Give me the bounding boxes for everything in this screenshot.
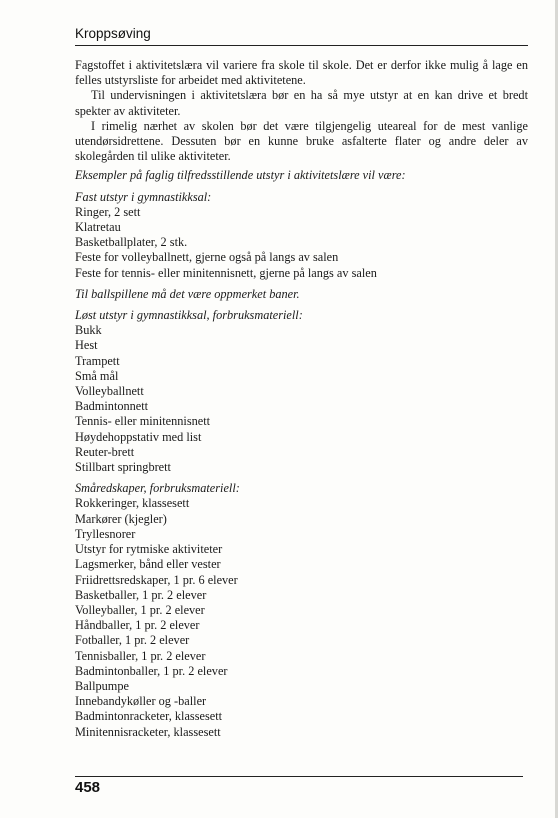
intro-paragraph-2: Til undervisningen i aktivitetslæra bør en ha så mye utstyr at en kan drive et bredt spekter av aktiviteter. bbox=[75, 88, 528, 118]
list-item: Høydehoppstativ med list bbox=[75, 429, 202, 444]
list-item: Reuter-brett bbox=[75, 444, 135, 459]
list-item: Badmintonnett bbox=[75, 399, 149, 414]
header-rule bbox=[75, 45, 528, 46]
list-item: Volleyballer, 1 pr. 2 elever bbox=[75, 602, 205, 617]
intro-paragraph-1: Fagstoffet i aktivitetslæra vil variere fra skole til skole. Det er derfor ikke mulig å lage en felles utstyrsliste for arbeidet med aktivitetene. bbox=[75, 58, 528, 88]
small-equipment-heading: Småredskaper, forbruksmateriell: bbox=[75, 481, 240, 496]
list-item: Badmintonballer, 1 pr. 2 elever bbox=[75, 663, 228, 678]
intro-paragraph-3: I rimelig nærhet av skolen bør det være tilgjengelig uteareal for de mest vanlige utendørsidrettene. Dessuten bør en kunne bruke asfalterte flater og andre deler av skolegården til ulike aktiviteter. bbox=[75, 118, 528, 164]
list-item: Basketballer, 1 pr. 2 elever bbox=[75, 587, 207, 602]
ballgames-note: Til ballspillene må det være oppmerket baner. bbox=[75, 286, 300, 301]
list-item: Rokkeringer, klassesett bbox=[75, 496, 190, 511]
list-item: Volleyballnett bbox=[75, 384, 144, 399]
list-item: Fotballer, 1 pr. 2 elever bbox=[75, 633, 190, 648]
list-item: Tryllesnorer bbox=[75, 526, 136, 541]
list-item: Innebandykøller og -baller bbox=[75, 694, 207, 709]
list-item: Utstyr for rytmiske aktiviteter bbox=[75, 542, 223, 557]
list-item: Feste for tennis- eller minitennisnett, gjerne på langs av salen bbox=[75, 265, 377, 280]
list-item: Klatretau bbox=[75, 220, 121, 235]
list-item: Friidrettsredskaper, 1 pr. 6 elever bbox=[75, 572, 238, 587]
page-number: 458 bbox=[75, 779, 101, 796]
fixed-equipment-list bbox=[75, 205, 528, 281]
list-item: Basketballplater, 2 stk. bbox=[75, 235, 188, 250]
page-body bbox=[75, 58, 528, 740]
loose-equipment-list bbox=[75, 323, 528, 475]
list-item: Feste for volleyballnett, gjerne også på langs av salen bbox=[75, 250, 339, 265]
list-item: Badmintonracketer, klassesett bbox=[75, 709, 223, 724]
list-item: Minitennisracketer, klassesett bbox=[75, 724, 221, 739]
small-equipment-list bbox=[75, 496, 528, 739]
list-item: Trampett bbox=[75, 353, 120, 368]
running-header: Kroppsøving bbox=[75, 26, 151, 41]
list-item: Stillbart springbrett bbox=[75, 460, 171, 475]
list-item: Lagsmerker, bånd eller vester bbox=[75, 557, 221, 572]
list-item: Markører (kjegler) bbox=[75, 511, 167, 526]
fixed-equipment-heading: Fast utstyr i gymnastikksal: bbox=[75, 189, 212, 204]
list-item: Ballpumpe bbox=[75, 678, 129, 693]
list-item: Hest bbox=[75, 338, 98, 353]
footer-rule bbox=[75, 776, 523, 777]
loose-equipment-heading: Løst utstyr i gymnastikksal, forbruksmateriell: bbox=[75, 308, 303, 323]
list-item: Små mål bbox=[75, 368, 119, 383]
list-item: Ringer, 2 sett bbox=[75, 204, 141, 219]
list-item: Håndballer, 1 pr. 2 elever bbox=[75, 618, 200, 633]
examples-heading: Eksempler på faglig tilfredsstillende utstyr i aktivitetslære vil være: bbox=[75, 168, 406, 183]
list-item: Bukk bbox=[75, 323, 102, 338]
list-item: Tennis- eller minitennisnett bbox=[75, 414, 211, 429]
list-item: Tennisballer, 1 pr. 2 elever bbox=[75, 648, 206, 663]
